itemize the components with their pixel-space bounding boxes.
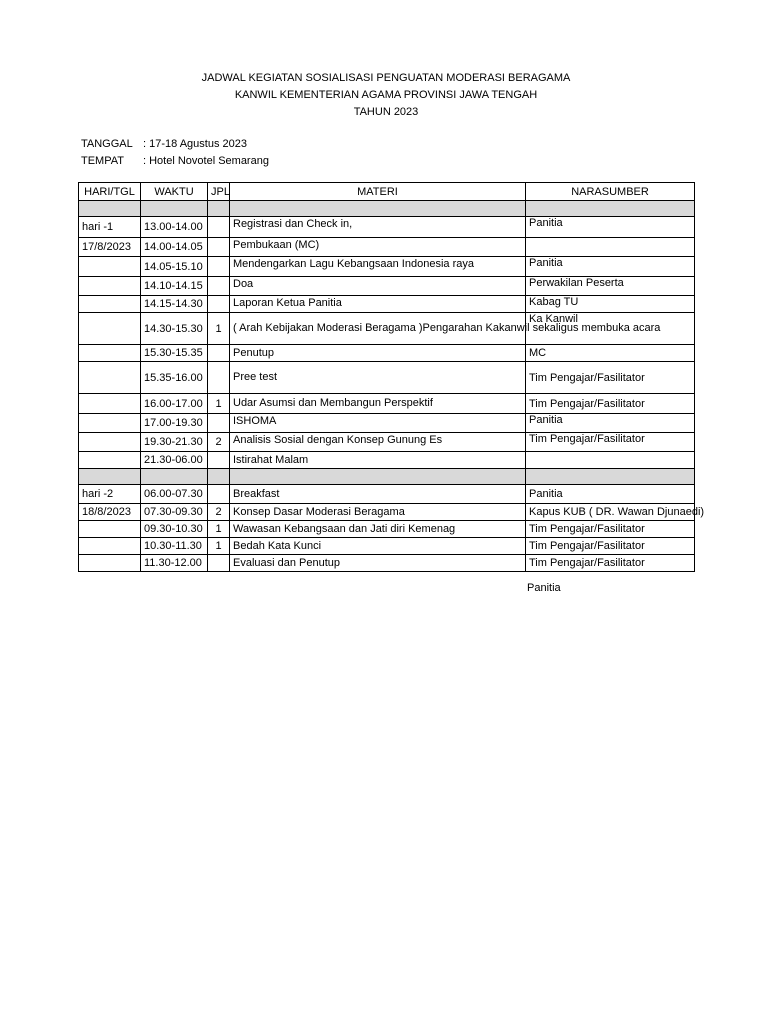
table-row [79,504,695,521]
table-row [79,257,695,277]
materi-cell: Penutup [230,345,526,362]
table-row [79,452,695,469]
narasumber-cell: MC [526,345,695,362]
day-cell [79,313,141,345]
header-title-line-2: KANWIL KEMENTERIAN AGAMA PROVINSI JAWA TENGAH [234,89,538,101]
day-separator-row [79,469,695,485]
tempat-label: TEMPAT [81,155,124,167]
day-cell [79,452,141,469]
time-cell: 15.35-16.00 [141,362,208,394]
separator-cell [208,201,230,217]
materi-cell: Laporan Ketua Panitia [230,296,526,313]
tanggal-value: : 17-18 Agustus 2023 [143,138,247,150]
materi-cell: Analisis Sosial dengan Konsep Gunung Es [230,433,526,452]
after-table-note: Panitia [527,582,561,594]
day-cell [79,257,141,277]
day-cell: 17/8/2023 [79,238,141,257]
day-cell [79,433,141,452]
narasumber-cell: Tim Pengajar/Fasilitator [526,555,695,572]
day-cell [79,521,141,538]
jpl-cell [208,414,230,433]
day-cell: 18/8/2023 [79,504,141,521]
materi-cell: Konsep Dasar Moderasi Beragama [230,504,526,521]
separator-cell [526,201,695,217]
narasumber-cell: Tim Pengajar/Fasilitator [526,362,695,394]
narasumber-cell: Tim Pengajar/Fasilitator [526,521,695,538]
jpl-cell [208,238,230,257]
day-cell [79,394,141,414]
time-cell: 14.30-15.30 [141,313,208,345]
time-cell: 15.30-15.35 [141,345,208,362]
materi-cell: Istirahat Malam [230,452,526,469]
time-cell: 21.30-06.00 [141,452,208,469]
materi-cell: Registrasi dan Check in, [230,217,526,238]
tempat-value: : Hotel Novotel Semarang [143,155,269,167]
narasumber-cell: Ka Kanwil [526,313,695,345]
table-row [79,238,695,257]
materi-cell: Breakfast [230,485,526,504]
narasumber-cell: Panitia [526,414,695,433]
header-title-line-1: JADWAL KEGIATAN SOSIALISASI PENGUATAN MODERASI BERAGAMA [201,72,571,84]
time-cell: 14.00-14.05 [141,238,208,257]
time-cell: 07.30-09.30 [141,504,208,521]
separator-cell [208,469,230,485]
day-cell: hari -1 [79,217,141,238]
separator-cell [141,201,208,217]
time-cell: 14.15-14.30 [141,296,208,313]
jpl-cell: 2 [208,433,230,452]
table-row [79,485,695,504]
jpl-cell [208,277,230,296]
separator-cell [79,201,141,217]
table-row [79,277,695,296]
day-cell: hari -2 [79,485,141,504]
table-row [79,345,695,362]
table-row [79,414,695,433]
jpl-cell: 2 [208,504,230,521]
time-cell: 14.10-14.15 [141,277,208,296]
jpl-cell [208,555,230,572]
materi-cell: Pembukaan (MC) [230,238,526,257]
time-cell: 11.30-12.00 [141,555,208,572]
materi-cell: Pree test [230,362,526,394]
jpl-cell [208,257,230,277]
table-row [79,217,695,238]
time-cell: 09.30-10.30 [141,521,208,538]
table-row [79,433,695,452]
materi-cell: Udar Asumsi dan Membangun Perspektif [230,394,526,414]
narasumber-cell: Panitia [526,217,695,238]
narasumber-cell: Panitia [526,485,695,504]
separator-cell [526,469,695,485]
narasumber-cell: Tim Pengajar/Fasilitator [526,433,695,452]
separator-cell [141,469,208,485]
jpl-cell [208,345,230,362]
header-title-line-3: TAHUN 2023 [353,106,419,118]
time-cell: 19.30-21.30 [141,433,208,452]
jpl-cell: 1 [208,313,230,345]
narasumber-cell: Panitia [526,257,695,277]
jpl-cell: 1 [208,521,230,538]
jpl-cell [208,362,230,394]
materi-cell: ISHOMA [230,414,526,433]
jpl-cell [208,452,230,469]
jpl-cell: 1 [208,394,230,414]
separator-cell [230,469,526,485]
column-header-narasumber: NARASUMBER [526,183,695,201]
narasumber-cell: Tim Pengajar/Fasilitator [526,394,695,414]
schedule-table-body [79,201,705,572]
day-cell [79,345,141,362]
table-row [79,394,695,414]
meta-row-tempat [81,153,269,170]
document-header [78,70,694,121]
time-cell: 10.30-11.30 [141,538,208,555]
schedule-table [78,182,705,572]
column-header-materi: MATERI [230,183,526,201]
time-cell: 13.00-14.00 [141,217,208,238]
jpl-cell [208,485,230,504]
materi-cell: ( Arah Kebijakan Moderasi Beragama )Pengarahan Kakanwil sekaligus membuka acara [230,313,526,345]
narasumber-cell: Tim Pengajar/Fasilitator [526,538,695,555]
materi-cell: Evaluasi dan Penutup [230,555,526,572]
narasumber-cell: Perwakilan Peserta [526,277,695,296]
jpl-cell [208,296,230,313]
narasumber-cell [526,238,695,257]
materi-cell: Bedah Kata Kunci [230,538,526,555]
narasumber-cell: Kapus KUB ( DR. Wawan Djunaedi) [526,504,695,521]
tanggal-label: TANGGAL [81,138,133,150]
day-cell [79,555,141,572]
day-cell [79,277,141,296]
materi-cell: Doa [230,277,526,296]
column-header-waktu: WAKTU [141,183,208,201]
column-header-jpl: JPL [208,183,230,201]
header-row [79,183,695,201]
jpl-cell [208,217,230,238]
day-separator-row [79,201,695,217]
materi-cell: Wawasan Kebangsaan dan Jati diri Kemenag [230,521,526,538]
narasumber-cell: Kabag TU [526,296,695,313]
materi-cell: Mendengarkan Lagu Kebangsaan Indonesia raya [230,257,526,277]
time-cell: 16.00-17.00 [141,394,208,414]
column-header-hari-tgl: HARI/TGL [79,183,141,201]
day-cell [79,414,141,433]
event-meta [81,136,269,170]
schedule-table-header [79,183,695,201]
jpl-cell: 1 [208,538,230,555]
table-row [79,521,695,538]
separator-cell [79,469,141,485]
table-row [79,362,695,394]
separator-cell [230,201,526,217]
table-row [79,313,695,345]
meta-row-tanggal [81,136,269,153]
day-cell [79,362,141,394]
table-row [79,296,695,313]
table-row [79,555,695,572]
table-row [79,538,695,555]
time-cell: 06.00-07.30 [141,485,208,504]
day-cell [79,296,141,313]
time-cell: 14.05-15.10 [141,257,208,277]
narasumber-cell [526,452,695,469]
time-cell: 17.00-19.30 [141,414,208,433]
day-cell [79,538,141,555]
